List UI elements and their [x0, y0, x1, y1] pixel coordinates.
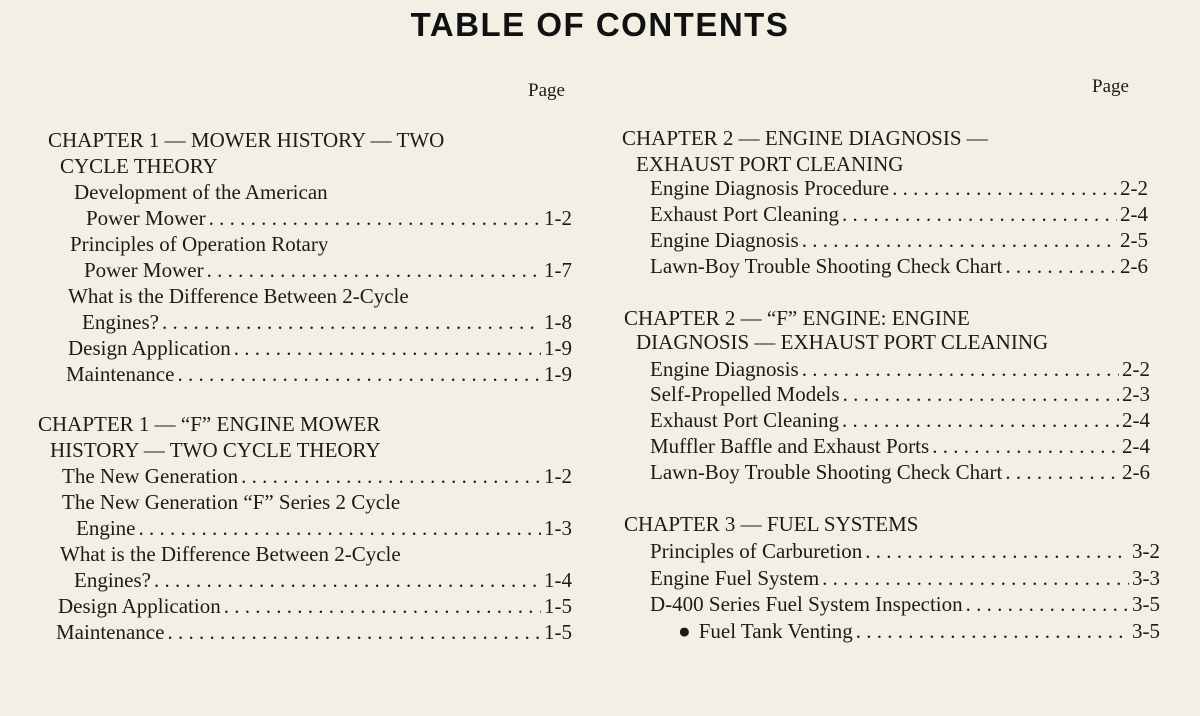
toc-entry[interactable]: Lawn-Boy Trouble Shooting Check Chart . . . 2-6: [650, 459, 1150, 485]
page-number: 1-9: [544, 336, 572, 360]
toc-entry[interactable]: ● Fuel Tank Venting . . . 3-5: [678, 618, 1160, 644]
toc-entry[interactable]: Lawn-Boy Trouble Shooting Check Chart . . . 2-6: [650, 253, 1148, 279]
leader-dots: [234, 335, 541, 361]
toc-entry[interactable]: D-400 Series Fuel System Inspection . . . 3-5: [650, 591, 1160, 617]
toc-entry[interactable]: Maintenance . . . 1-9: [66, 361, 572, 387]
toc-entry[interactable]: The New Generation . . . 1-2: [62, 463, 572, 489]
leader-dots: [802, 356, 1119, 382]
page-number: 1-5: [544, 594, 572, 618]
chapter-heading: CHAPTER 2 — “F” ENGINE: ENGINE: [624, 306, 970, 330]
toc-entry-line: Principles of Operation Rotary: [70, 232, 329, 256]
leader-dots: [843, 381, 1119, 407]
page-number: 1-2: [544, 206, 572, 230]
toc-entry[interactable]: Engines? . . . 1-4: [74, 567, 572, 593]
leader-dots: [932, 433, 1119, 459]
leader-dots: [138, 515, 541, 541]
page-number: 1-5: [544, 620, 572, 644]
page-column-header: Page: [528, 80, 565, 101]
leader-dots: [167, 619, 541, 645]
page-number: 2-2: [1122, 357, 1150, 381]
leader-dots: [207, 257, 541, 283]
page-number: 3-2: [1132, 539, 1160, 563]
page-number: 1-3: [544, 516, 572, 540]
toc-entry-line: What is the Difference Between 2-Cycle: [60, 542, 401, 566]
page-number: 2-6: [1122, 460, 1150, 484]
toc-entry[interactable]: Engine Diagnosis . . . 2-2: [650, 356, 1150, 382]
toc-entry-line: Development of the American: [74, 180, 328, 204]
page-number: 1-8: [544, 310, 572, 334]
leader-dots: [856, 618, 1129, 644]
leader-dots: [154, 567, 541, 593]
toc-entry[interactable]: Principles of Carburetion . . . 3-2: [650, 538, 1160, 564]
toc-entry-line: What is the Difference Between 2-Cycle: [68, 284, 409, 308]
toc-entry[interactable]: Engine Fuel System . . . 3-3: [650, 565, 1160, 591]
toc-entry[interactable]: Maintenance . . . 1-5: [56, 619, 572, 645]
page-number: 1-4: [544, 568, 572, 592]
leader-dots: [842, 201, 1117, 227]
page-number: 2-3: [1122, 382, 1150, 406]
chapter-heading: CHAPTER 1 — MOWER HISTORY — TWO: [48, 128, 445, 152]
leader-dots: [822, 565, 1129, 591]
chapter-heading: HISTORY — TWO CYCLE THEORY: [50, 438, 381, 462]
page-title: TABLE OF CONTENTS: [410, 6, 790, 43]
page-number: 1-9: [544, 362, 572, 386]
chapter-heading: CHAPTER 3 — FUEL SYSTEMS: [624, 512, 919, 536]
leader-dots: [1005, 253, 1117, 279]
bullet-icon: ●: [678, 619, 691, 643]
leader-dots: [1005, 459, 1119, 485]
toc-entry[interactable]: Engine Diagnosis . . . 2-5: [650, 227, 1148, 253]
chapter-heading: CYCLE THEORY: [60, 154, 218, 178]
toc-entry[interactable]: Exhaust Port Cleaning . . . 2-4: [650, 201, 1148, 227]
leader-dots: [865, 538, 1129, 564]
leader-dots: [241, 463, 541, 489]
page-number: 1-7: [544, 258, 572, 282]
toc-entry[interactable]: Self-Propelled Models . . . 2-3: [650, 381, 1150, 407]
toc-entry[interactable]: Design Application . . . 1-5: [58, 593, 572, 619]
page-number: 1-2: [544, 464, 572, 488]
page-number: 2-6: [1120, 254, 1148, 278]
page-number: 2-4: [1122, 408, 1150, 432]
leader-dots: [802, 227, 1117, 253]
page-number: 3-5: [1132, 619, 1160, 643]
leader-dots: [842, 407, 1119, 433]
toc-entry[interactable]: Engines? . . . 1-8: [82, 309, 572, 335]
leader-dots: [162, 309, 541, 335]
page-number: 2-2: [1120, 176, 1148, 200]
page-number: 2-4: [1122, 434, 1150, 458]
leader-dots: [209, 205, 541, 231]
chapter-heading: CHAPTER 1 — “F” ENGINE MOWER: [38, 412, 381, 436]
chapter-heading: EXHAUST PORT CLEANING: [636, 152, 904, 176]
toc-entry[interactable]: Power Mower . . . 1-7: [84, 257, 572, 283]
toc-entry[interactable]: Design Application . . . 1-9: [68, 335, 572, 361]
toc-entry[interactable]: Exhaust Port Cleaning . . . 2-4: [650, 407, 1150, 433]
toc-entry[interactable]: Power Mower . . . 1-2: [86, 205, 572, 231]
page-number: 3-3: [1132, 566, 1160, 590]
toc-entry-line: The New Generation “F” Series 2 Cycle: [62, 490, 401, 514]
leader-dots: [177, 361, 541, 387]
chapter-heading: CHAPTER 2 — ENGINE DIAGNOSIS —: [622, 126, 988, 150]
leader-dots: [892, 175, 1117, 201]
toc-entry[interactable]: Engine Diagnosis Procedure . . . 2-2: [650, 175, 1148, 201]
page-column-header: Page: [1092, 76, 1129, 97]
page-number: 2-4: [1120, 202, 1148, 226]
leader-dots: [966, 591, 1129, 617]
leader-dots: [224, 593, 541, 619]
page-number: 3-5: [1132, 592, 1160, 616]
toc-entry[interactable]: Engine . . . 1-3: [76, 515, 572, 541]
chapter-heading: DIAGNOSIS — EXHAUST PORT CLEANING: [636, 330, 1049, 354]
page-number: 2-5: [1120, 228, 1148, 252]
toc-entry[interactable]: Muffler Baffle and Exhaust Ports . . . 2-4: [650, 433, 1150, 459]
